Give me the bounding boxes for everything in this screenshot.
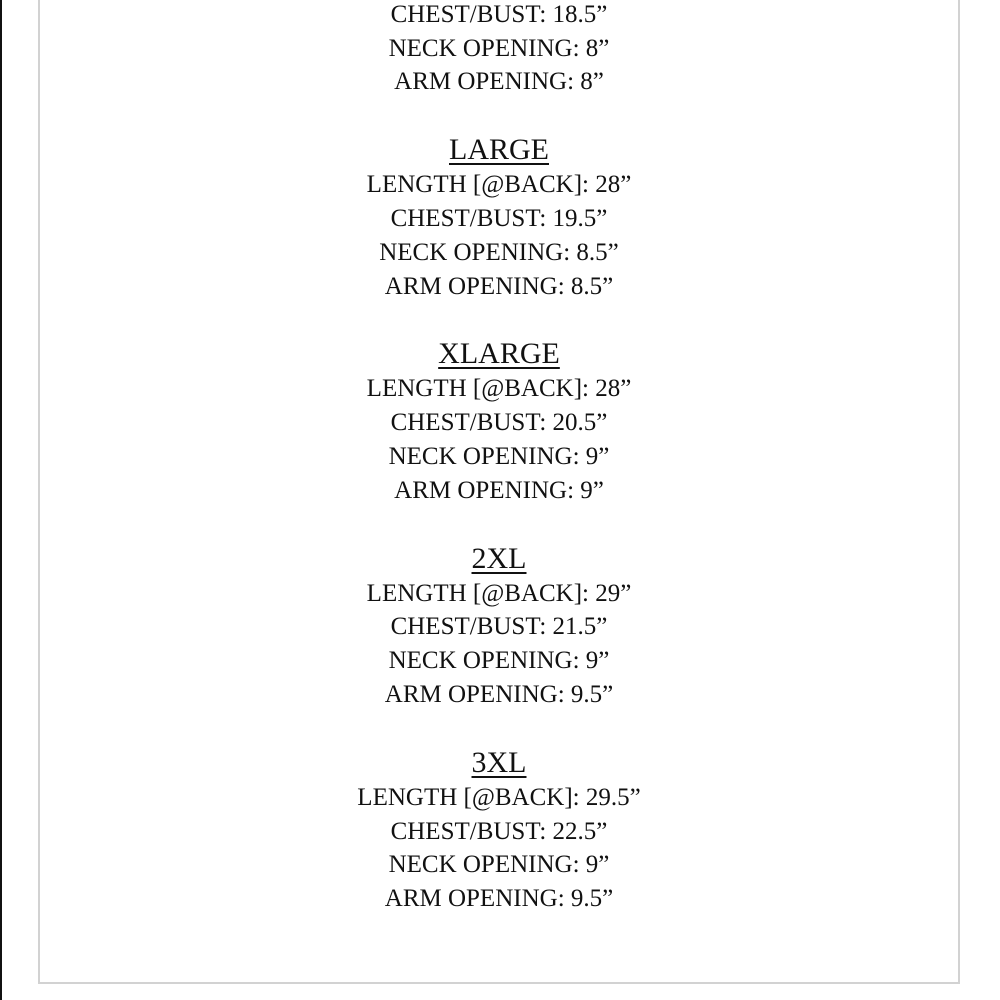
spec-arm: ARM OPENING: 9.5”: [384, 680, 614, 708]
spec-neck: NECK OPENING: 9”: [388, 851, 610, 879]
spec-neck: NECK OPENING: 9”: [388, 442, 610, 470]
spec-arm: ARM OPENING: 9.5”: [384, 885, 614, 913]
spec-length: LENGTH [@BACK]: 29”: [366, 579, 632, 607]
spec-chest: CHEST/BUST: 18.5”: [390, 0, 608, 28]
size-chart-frame: [38, 0, 960, 984]
spec-length: LENGTH [@BACK]: 28”: [366, 171, 632, 199]
size-block-2xl: [40, 541, 958, 712]
spec-neck: NECK OPENING: 8”: [388, 34, 610, 62]
size-block-partial: [40, 0, 958, 99]
size-heading: XLARGE: [438, 337, 560, 371]
size-chart-content: [40, 0, 958, 949]
spec-chest: CHEST/BUST: 22.5”: [390, 817, 608, 845]
spec-neck: NECK OPENING: 8.5”: [379, 238, 619, 266]
spec-arm: ARM OPENING: 8.5”: [384, 272, 614, 300]
spec-neck: NECK OPENING: 9”: [388, 647, 610, 675]
size-heading: LARGE: [449, 133, 549, 167]
size-block-3xl: [40, 745, 958, 916]
left-edge-line: [0, 0, 2, 1000]
spec-chest: CHEST/BUST: 20.5”: [390, 409, 608, 437]
size-heading: 3XL: [471, 745, 527, 779]
spec-arm: ARM OPENING: 8”: [394, 68, 604, 96]
spec-length: LENGTH [@BACK]: 28”: [366, 375, 632, 403]
size-heading: 2XL: [471, 541, 527, 575]
spec-length: LENGTH [@BACK]: 29.5”: [357, 783, 641, 811]
size-block-xlarge: [40, 336, 958, 507]
spec-chest: CHEST/BUST: 19.5”: [390, 204, 608, 232]
spec-chest: CHEST/BUST: 21.5”: [390, 613, 608, 641]
size-block-large: [40, 132, 958, 303]
spec-arm: ARM OPENING: 9”: [394, 476, 604, 504]
